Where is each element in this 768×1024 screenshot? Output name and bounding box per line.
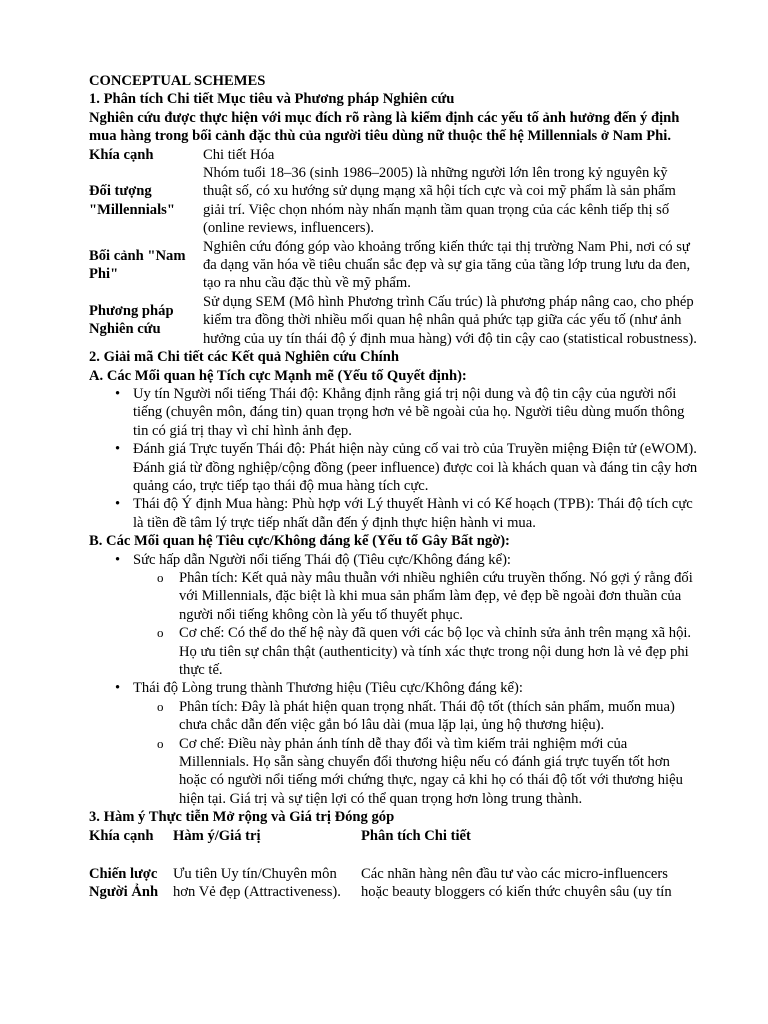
list-item-label: Thái độ Lòng trung thành Thương hiệu (Tiêu cực/Không đáng kể): — [133, 680, 523, 697]
list-item: • Đánh giá Trực tuyến Thái độ: Phát hiện này củng cố vai trò của Truyền miệng Điện tử (eWOM). Đánh giá từ đồng nghiệp/cộng đồng (peer influence) được coi là khách quan và đáng tin cậy hơn quảng cáo, trực tiếp tạo thái độ mua hàng tích cực. — [133, 440, 699, 495]
sublist-item: o Phân tích: Kết quả này mâu thuẫn với nhiều nghiên cứu truyền thống. Nó gợi ý rằng đối với Millennials, đặc biệt là khi mua sản phẩm làm đẹp, vẻ đẹp bề ngoài đơn thuần của người nổi tiếng không còn là yếu tố thuyết phục. — [179, 569, 699, 624]
aspect-cell: Phương pháp Nghiên cứu — [89, 303, 174, 338]
implications-table — [89, 827, 699, 902]
analysis-cell: Các nhãn hàng nên đầu tư vào các micro-influencers hoặc beauty bloggers có kiến thức chuyên sâu (uy tín — [361, 866, 672, 901]
list-item: • Thái độ Ý định Mua hàng: Phù hợp với Lý thuyết Hành vi có Kế hoạch (TPB): Thái độ tích cực là tiền đề tâm lý trực tiếp nhất dẫn đến ý định thực hiện hành vi mua. — [133, 495, 699, 532]
aspect-row — [89, 293, 699, 348]
spacer-row — [89, 845, 699, 865]
implications-row — [89, 865, 699, 902]
sublist — [133, 569, 699, 679]
implications-table-header — [89, 827, 699, 845]
aspect-cell: Đối tượng "Millennials" — [89, 183, 175, 218]
document-page — [89, 72, 699, 902]
section1-heading: 1. Phân tích Chi tiết Mục tiêu và Phương pháp Nghiên cứu — [89, 91, 455, 108]
aspect-row — [89, 238, 699, 293]
header-cell: Khía cạnh — [89, 827, 154, 844]
aspect-cell: Chiến lược Người Ảnh — [89, 866, 159, 901]
partA-list — [89, 385, 699, 532]
aspect-table-header — [89, 146, 699, 164]
detail-cell: Nhóm tuổi 18–36 (sinh 1986–2005) là những người lớn lên trong kỷ nguyên kỹ thuật số, có xu hướng sử dụng mạng xã hội tích cực và coi mỹ phẩm là sản phẩm giải trí. Việc chọn nhóm này nhấn mạnh tầm quan trọng của các kênh tiếp thị số (online reviews, influencers). — [203, 165, 676, 237]
detail-cell: Sử dụng SEM (Mô hình Phương trình Cấu trúc) là phương pháp nâng cao, cho phép kiểm tra đồng thời nhiều mối quan hệ nhân quả phức tạp giữa các yếu tố (như ảnh hưởng của uy tín thái độ ý định mua hàng) với độ tin cậy cao (statistical robustness). — [203, 293, 697, 347]
detail-header-label: Chi tiết Hóa — [203, 146, 275, 163]
aspect-header-label: Khía cạnh — [89, 146, 154, 163]
detail-cell: Nghiên cứu đóng góp vào khoảng trống kiến thức tại thị trường Nam Phi, nơi có sự đa dạng văn hóa về tiêu chuẩn sắc đẹp và sự gia tăng của tầng lớp trung lưu da đen, tạo ra nhu cầu đặc thù về mỹ phẩm. — [203, 238, 691, 292]
section2-partB-heading: B. Các Mối quan hệ Tiêu cực/Không đáng kể (Yếu tố Gây Bất ngờ): — [89, 533, 510, 550]
list-item-label: Sức hấp dẫn Người nổi tiếng Thái độ (Tiêu cực/Không đáng kể): — [133, 551, 511, 568]
list-item — [133, 679, 699, 808]
section1-intro: Nghiên cứu được thực hiện với mục đích rõ ràng là kiểm định các yếu tố ảnh hưởng đến ý định mua hàng trong bối cảnh đặc thù của người tiêu dùng nữ thuộc thế hệ Millennials ở Nam Phi. — [89, 109, 680, 145]
sublist-item: o Cơ chế: Có thể do thế hệ này đã quen với các bộ lọc và chỉnh sửa ảnh trên mạng xã hội. Họ ưu tiên sự chân thật (authenticity) và tính xác thực trong nội dung hơn là vẻ đẹp phi thực tế. — [179, 624, 699, 679]
implication-cell: Ưu tiên Uy tín/Chuyên môn hơn Vẻ đẹp (Attractiveness). — [173, 866, 341, 901]
section2-partA-heading: A. Các Mối quan hệ Tích cực Mạnh mẽ (Yếu tố Quyết định): — [89, 367, 467, 384]
list-item — [133, 551, 699, 680]
section3-heading: 3. Hàm ý Thực tiễn Mở rộng và Giá trị Đóng góp — [89, 809, 395, 826]
aspect-cell: Bối cảnh "Nam Phi" — [89, 247, 186, 283]
sublist — [133, 698, 699, 808]
document-title: CONCEPTUAL SCHEMES — [89, 73, 266, 89]
sublist-item: o Cơ chế: Điều này phản ánh tính dễ thay đổi và tìm kiếm trải nghiệm mới của Millennials. Họ sẵn sàng chuyển đổi thương hiệu nếu có đánh giá trực tuyến tốt hơn hoặc có người nổi tiếng mới chứng thực, ngay cả khi họ có thái độ tốt với thương hiệu hiện tại. Giá trị và sự tiện lợi có thể quan trọng hơn lòng trung thành. — [179, 735, 699, 809]
partB-list — [89, 551, 699, 809]
sublist-item: o Phân tích: Đây là phát hiện quan trọng nhất. Thái độ tốt (thích sản phẩm, muốn mua) chưa chắc dẫn đến việc gắn bó lâu dài (mua lặp lại, ủng hộ thương hiệu). — [179, 698, 699, 735]
aspect-table — [89, 146, 699, 348]
aspect-row — [89, 164, 699, 238]
section2-heading: 2. Giải mã Chi tiết các Kết quả Nghiên cứu Chính — [89, 349, 399, 366]
header-cell: Hàm ý/Giá trị — [173, 827, 261, 844]
list-item: • Uy tín Người nổi tiếng Thái độ: Khẳng định rằng giá trị nội dung và độ tin cậy của người nổi tiếng (chuyên môn, đáng tin) quan trọng hơn vẻ bề ngoài của họ. Người tiêu dùng muốn thông tin có giá trị thay vì chỉ hình ảnh đẹp. — [133, 385, 699, 440]
header-cell: Phân tích Chi tiết — [361, 827, 471, 844]
